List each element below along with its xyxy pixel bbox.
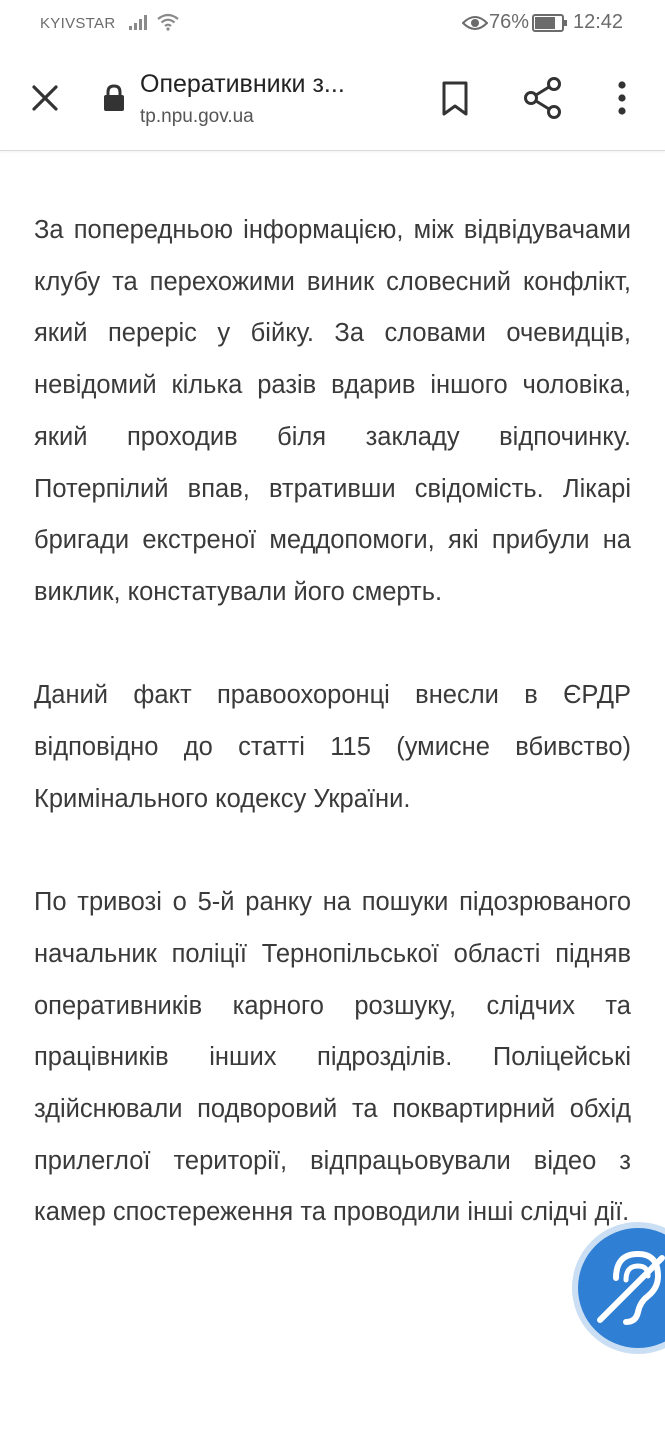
bookmark-icon[interactable] (432, 75, 478, 121)
lock-icon[interactable] (101, 83, 127, 113)
status-bar (0, 0, 665, 48)
article-body (34, 205, 631, 1291)
eye-icon (462, 14, 488, 32)
carrier-name: KYIVSTAR (40, 15, 116, 32)
wifi-icon (156, 12, 180, 32)
close-icon[interactable] (22, 75, 68, 121)
clock: 12:42 (573, 11, 624, 33)
share-icon[interactable] (519, 75, 567, 121)
article-paragraph: Даний факт правоохоронці внесли в ЄРДР відповідно до статті 115 (умисне вбивство) Кримінального кодексу України. (34, 681, 631, 813)
page-url[interactable]: tp.npu.gov.ua (140, 106, 254, 127)
article-paragraph: За попередньою інформацією, між відвідувачами клубу та перехожими виник словесний конфлікт, який переріс у бійку. За словами очевидців, невідомий кілька разів вдарив іншого чоловіка, який проходив біля закладу відпочинку. Потерпілий впав, втративши свідомість. Лікарі бригади екстреної меддопомоги, які прибули на виклик, констатували його смерть. (34, 216, 631, 606)
article-paragraph: По тривозі о 5-й ранку на пошуки підозрюваного начальник поліції Тернопільської області підняв оперативників карного розшуку, слідчих та працівників інших підрозділів. Поліцейські здійснювали подворовий та поквартирний обхід прилеглої території, відпрацьовували відео з камер спостереження та проводили інші слідчі дії. (34, 888, 631, 1227)
battery-percent: 76% (489, 11, 530, 33)
hearing-icon (592, 1242, 665, 1326)
battery-icon (532, 14, 568, 32)
signal-icon (128, 13, 150, 31)
more-vert-icon[interactable] (604, 75, 640, 121)
browser-toolbar (0, 48, 665, 151)
page-title[interactable]: Оперативники з... (140, 70, 345, 98)
accessibility-button[interactable] (578, 1228, 665, 1348)
